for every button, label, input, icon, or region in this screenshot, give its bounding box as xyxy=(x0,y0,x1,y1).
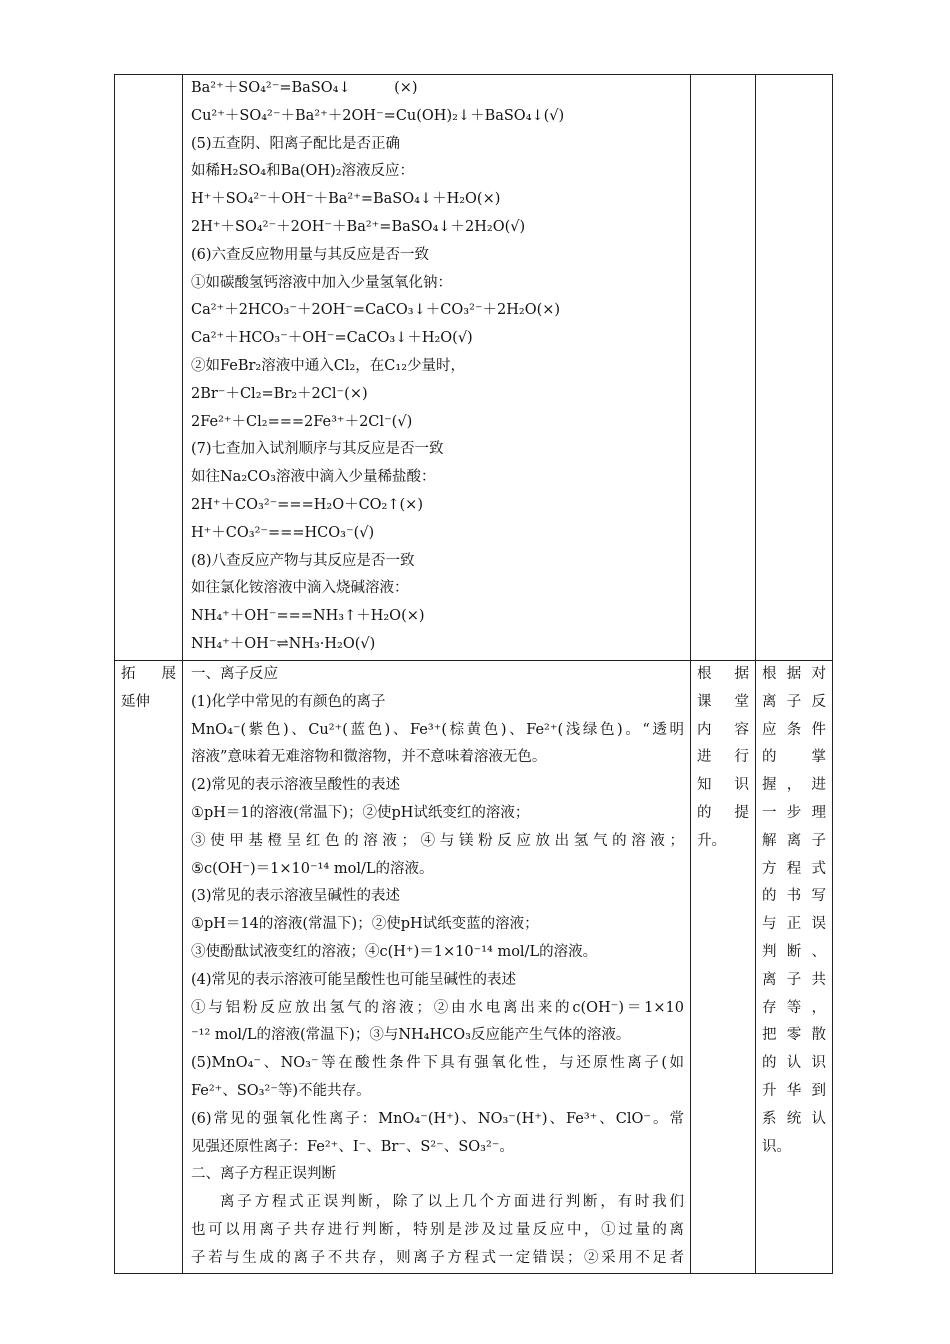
text-line: 如往Na₂CO₃溶液中滴入少量稀盐酸： xyxy=(191,469,436,486)
text-line: Cu²⁺＋SO₄²⁻＋Ba²⁺＋2OH⁻=Cu(OH)₂↓＋BaSO₄↓(√) xyxy=(191,107,565,124)
text-line: H⁺＋CO₃²⁻===HCO₃⁻(√) xyxy=(191,524,375,541)
text-line: ①pH＝14的溶液(常温下)；②使pH试纸变蓝的溶液； xyxy=(191,916,539,933)
text-line: Ca²⁺＋2HCO₃⁻＋2OH⁻=CaCO₃↓＋CO₃²⁻＋2H₂O(×) xyxy=(191,302,561,319)
intent-line: 的书写 xyxy=(762,888,826,905)
text-line: ⁻¹² mol/L的溶液(常温下)；③与NH₄HCO₃反应能产生气体的溶液。 xyxy=(191,1027,631,1044)
activity-line: 根 据 xyxy=(697,666,749,682)
intent-line: 的认识 xyxy=(762,1055,826,1072)
text-line: ①与铝粉反应放出氢气的溶液；②由水电离出来的c(OH⁻)＝1×10 xyxy=(191,999,684,1016)
text-line: ①如碳酸氢钙溶液中加入少量氢氧化钠： xyxy=(191,274,452,291)
text-line: ②如FeBr₂溶液中通入Cl₂，在C₁₂少量时， xyxy=(191,357,466,374)
content-cell xyxy=(183,661,691,1274)
stage-label-cell xyxy=(115,661,183,1274)
text-line: NH₄⁺＋OH⁻⇌NH₃·H₂O(√) xyxy=(191,635,376,652)
stage-label-cell xyxy=(115,75,183,661)
text-line: (5)MnO₄⁻、NO₃⁻等在酸性条件下具有强氧化性，与还原性离子(如 xyxy=(191,1055,684,1072)
intent-line: 应条件 xyxy=(762,721,826,738)
text-line: 如往氯化铵溶液中滴入烧碱溶液： xyxy=(191,580,409,597)
text-line: MnO₄⁻(紫色)、Cu²⁺(蓝色)、Fe³⁺(棕黄色)、Fe²⁺(浅绿色)。“透明 xyxy=(191,721,684,738)
table-row xyxy=(115,75,833,661)
section-heading: 一、离子反应 xyxy=(191,666,278,682)
section-heading: 二、离子方程正误判断 xyxy=(191,1166,336,1183)
text-line: ③使酚酞试液变红的溶液；④c(H⁺)＝1×10⁻¹⁴ mol/L的溶液。 xyxy=(191,943,598,960)
text-line: 2H⁺＋SO₄²⁻＋2OH⁻＋Ba²⁺=BaSO₄↓＋2H₂O(√) xyxy=(191,218,526,235)
text-line: 见强还原性离子：Fe²⁺、I⁻、Br⁻、S²⁻、SO₃²⁻。 xyxy=(191,1138,514,1155)
intent-line: 解离子 xyxy=(762,832,826,849)
text-line: (6)六查反应物用量与其反应是否一致 xyxy=(191,246,430,263)
text-line: H⁺＋SO₄²⁻＋OH⁻＋Ba²⁺=BaSO₄↓＋H₂O(×) xyxy=(191,191,501,208)
text-line: 2H⁺＋CO₃²⁻===H₂O＋CO₂↑(×) xyxy=(191,496,423,513)
intent-line: 离子共 xyxy=(762,971,826,988)
design-intent-cell xyxy=(756,661,833,1274)
text-line: Ba²⁺＋SO₄²⁻=BaSO₄↓ (×) xyxy=(191,80,418,96)
text-line: (5)五查阴、阳离子配比是否正确 xyxy=(191,135,401,152)
intent-line: 握，进 xyxy=(762,777,826,794)
stage-label: 拓 展 xyxy=(121,666,176,682)
intent-line: 与正误 xyxy=(762,916,826,933)
text-line: (7)七查加入试剂顺序与其反应是否一致 xyxy=(191,441,444,458)
text-line: 2Fe²⁺＋Cl₂===2Fe³⁺＋2Cl⁻(√) xyxy=(191,413,413,430)
stage-label: 延伸 xyxy=(121,693,150,710)
activity-line: 内 容 xyxy=(697,721,749,738)
intent-line: 离子反 xyxy=(762,693,826,710)
intent-line: 存等， xyxy=(762,999,826,1016)
activity-line: 知 识 xyxy=(697,777,749,794)
teacher-activity-cell xyxy=(691,661,756,1274)
text-line: (6)常见的强氧化性离子：MnO₄⁻(H⁺)、NO₃⁻(H⁺)、Fe³⁺、ClO⁻。常 xyxy=(191,1110,684,1127)
text-line: (4)常见的表示溶液可能呈酸性也可能呈碱性的表述 xyxy=(191,971,517,988)
text-line: (3)常见的表示溶液呈碱性的表述 xyxy=(191,888,401,905)
text-line: ①pH＝1的溶液(常温下)；②使pH试纸变红的溶液； xyxy=(191,804,530,821)
intent-line: 判断、 xyxy=(762,943,826,960)
design-intent-cell xyxy=(756,75,833,661)
text-line: 子若与生成的离子不共存，则离子方程式一定错误；②采用不足者 xyxy=(191,1249,684,1266)
text-line: (2)常见的表示溶液呈酸性的表述 xyxy=(191,777,401,794)
intent-line: 方程式 xyxy=(762,860,826,877)
table-row xyxy=(115,661,833,1274)
activity-line: 进 行 xyxy=(697,749,749,766)
text-line: 离子方程式正误判断，除了以上几个方面进行判断，有时我们 xyxy=(220,1194,684,1211)
equation-list xyxy=(183,75,690,659)
text-line: 2Br⁻＋Cl₂=Br₂＋2Cl⁻(×) xyxy=(191,385,368,402)
activity-line: 的 提 xyxy=(697,804,749,821)
text-line: (1)化学中常见的有颜色的离子 xyxy=(191,693,386,710)
text-line: 也可以用离子共存进行判断，特别是涉及过量反应中，①过量的离 xyxy=(191,1221,684,1238)
activity-line: 升。 xyxy=(697,832,726,849)
intent-line: 一步理 xyxy=(762,804,826,821)
intent-line: 根据对 xyxy=(762,666,826,682)
activity-line: 课 堂 xyxy=(697,693,749,710)
text-line: 如稀H₂SO₄和Ba(OH)₂溶液反应： xyxy=(191,163,415,180)
text-line: Fe²⁺、SO₃²⁻等)不能共存。 xyxy=(191,1082,371,1099)
text-line: 溶液”意味着无难溶物和微溶物，并不意味着溶液无色。 xyxy=(191,749,547,766)
intent-line: 系统认 xyxy=(762,1110,826,1127)
text-line: NH₄⁺＋OH⁻===NH₃↑＋H₂O(×) xyxy=(191,608,425,625)
text-line: ⑤c(OH⁻)＝1×10⁻¹⁴ mol/L的溶液。 xyxy=(191,860,434,877)
content-cell xyxy=(183,75,691,661)
intent-line: 的 掌 xyxy=(762,749,826,766)
text-line: ③使甲基橙呈红色的溶液；④与镁粉反应放出氢气的溶液； xyxy=(191,832,684,849)
lesson-plan-table xyxy=(114,74,833,1274)
text-line: Ca²⁺＋HCO₃⁻＋OH⁻=CaCO₃↓＋H₂O(√) xyxy=(191,330,473,347)
intent-line: 识。 xyxy=(762,1138,791,1155)
teacher-activity-cell xyxy=(691,75,756,661)
intent-line: 把零散 xyxy=(762,1027,826,1044)
text-line: (8)八查反应产物与其反应是否一致 xyxy=(191,552,415,569)
extension-text xyxy=(183,661,690,1273)
intent-line: 升华到 xyxy=(762,1082,826,1099)
